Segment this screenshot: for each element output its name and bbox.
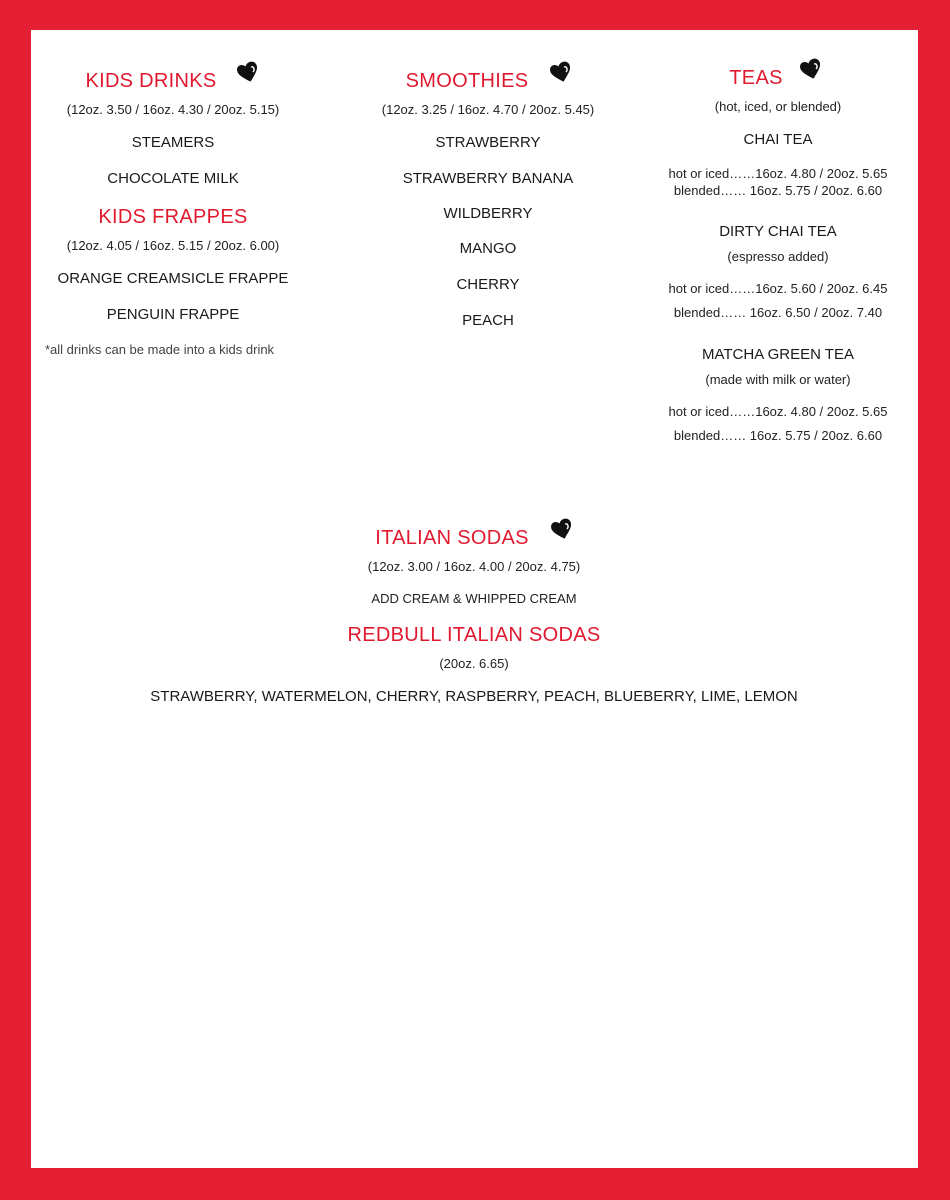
dirty-chai-name: DIRTY CHAI TEA xyxy=(719,223,837,240)
kids-frappes-title: KIDS FRAPPES xyxy=(98,206,248,228)
kids-drinks-item: CHOCOLATE MILK xyxy=(107,170,239,187)
italian-sodas-title: ITALIAN SODAS xyxy=(375,527,529,549)
chai-tea-hot-price: hot or iced……16oz. 4.80 / 20oz. 5.65 xyxy=(668,166,888,181)
chai-tea-blended-price: blended…… 16oz. 5.75 / 20oz. 6.60 xyxy=(673,183,883,198)
matcha-name: MATCHA GREEN TEA xyxy=(702,346,854,363)
dirty-chai-hot-price: hot or iced……16oz. 5.60 / 20oz. 6.45 xyxy=(668,281,888,296)
heart-icon xyxy=(798,57,824,81)
kids-frappes-price: (12oz. 4.05 / 16oz. 5.15 / 20oz. 6.00) xyxy=(66,238,280,253)
italian-sodas-price: (12oz. 3.00 / 16oz. 4.00 / 20oz. 4.75) xyxy=(367,559,581,574)
smoothies-item: STRAWBERRY BANANA xyxy=(402,170,574,187)
smoothies-item: PEACH xyxy=(462,312,514,329)
kids-frappes-item: PENGUIN FRAPPE xyxy=(106,306,240,323)
teas-title: TEAS xyxy=(729,67,783,89)
kids-drinks-item: STEAMERS xyxy=(131,134,215,151)
heart-icon xyxy=(548,60,574,84)
smoothies-item: STRAWBERRY xyxy=(435,134,541,151)
redbull-sodas-price: (20oz. 6.65) xyxy=(439,656,509,671)
dirty-chai-blended-price: blended…… 16oz. 6.50 / 20oz. 7.40 xyxy=(673,305,883,320)
matcha-blended-price: blended…… 16oz. 5.75 / 20oz. 6.60 xyxy=(673,428,883,443)
menu-page xyxy=(31,30,918,1168)
heart-icon xyxy=(235,60,261,84)
smoothies-item: WILDBERRY xyxy=(443,205,533,222)
kids-drinks-title: KIDS DRINKS xyxy=(85,70,217,92)
matcha-sub: (made with milk or water) xyxy=(705,372,851,387)
heart-icon xyxy=(549,517,575,541)
dirty-chai-sub: (espresso added) xyxy=(727,249,829,264)
smoothies-price: (12oz. 3.25 / 16oz. 4.70 / 20oz. 5.45) xyxy=(381,102,595,117)
teas-subtitle: (hot, iced, or blended) xyxy=(714,99,842,114)
kids-drinks-price: (12oz. 3.50 / 16oz. 4.30 / 20oz. 5.15) xyxy=(66,102,280,117)
smoothies-item: CHERRY xyxy=(456,276,520,293)
smoothies-item: MANGO xyxy=(459,240,517,257)
chai-tea-name: CHAI TEA xyxy=(743,131,813,148)
redbull-sodas-title: REDBULL ITALIAN SODAS xyxy=(347,624,601,646)
smoothies-title: SMOOTHIES xyxy=(405,70,529,92)
kids-note: *all drinks can be made into a kids drink xyxy=(45,342,275,357)
redbull-sodas-flavors: STRAWBERRY, WATERMELON, CHERRY, RASPBERRY, PEACH, BLUEBERRY, LIME, LEMON xyxy=(150,688,798,705)
italian-sodas-addon: ADD CREAM & WHIPPED CREAM xyxy=(371,591,577,606)
kids-frappes-item: ORANGE CREAMSICLE FRAPPE xyxy=(57,270,289,287)
matcha-hot-price: hot or iced……16oz. 4.80 / 20oz. 5.65 xyxy=(668,404,888,419)
